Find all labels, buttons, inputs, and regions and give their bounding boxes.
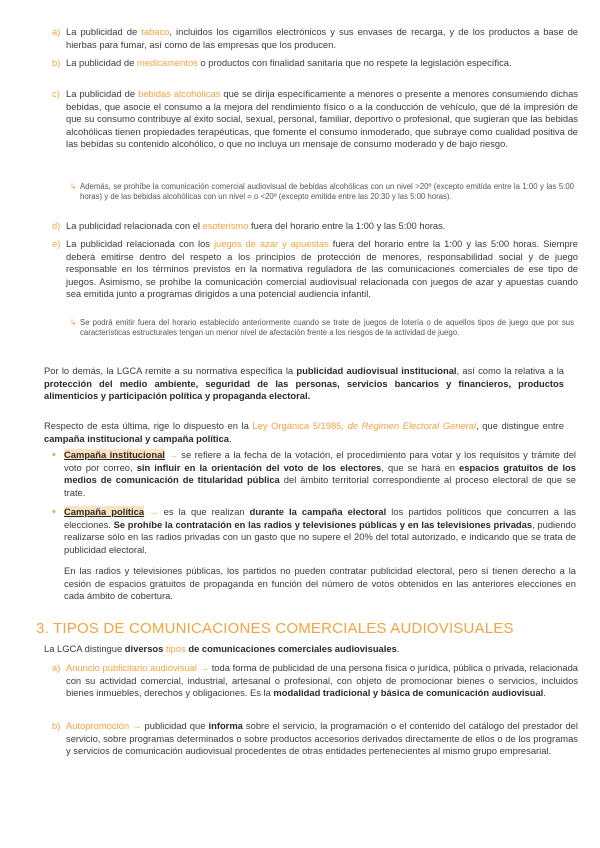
highlight-term: juegos de azar y apuestas <box>213 238 329 249</box>
type-title: Anuncio publicitario audiovisual <box>66 662 197 673</box>
section-heading: 3. TIPOS DE COMUNICACIONES COMERCIALES AUDIOVISUALES <box>36 620 514 637</box>
bullet-campana-institucional: • Campaña institucional → se refiere a la fecha de la votación, el procedimiento para votar y los requisitos y trámite del voto por correo, sin influir en la orientación del voto de los electores, que se hará en espacios gratuitos de los medios de comunicación de titularidad pública del ámbito territorial correspondiente al proceso electoral de que se trate. <box>52 449 576 498</box>
arrow-right-icon: → <box>196 662 212 673</box>
list-item-anuncio: a) Anuncio publicitario audiovisual → toda forma de publicidad de una persona física o jurídica, pública o privada, relacionada con su actividad comercial, industrial, artesanal o profesional, con objeto de promocionar bienes o servicios, incluidos bienes inmuebles, derechos y obligaciones. Es la modalidad tradicional y básica de comunicación audiovisual. <box>52 662 578 699</box>
law-reference: Ley Orgánica 5/1985 <box>252 420 342 431</box>
arrow-right-icon: → <box>144 506 164 517</box>
list-item-juegos: e) La publicidad relacionada con los juegos de azar y apuestas fuera del horario entre la 1:00 y las 5:00 horas. Siempre deberá emitirse dentro del respeto a los principios de protección de menores, responsabilidad social y de juego responsable en los términos previstos en la normativa reguladora de las comunicaciones comerciales de ese tipo de juegos. Asimismo, se prohíbe la comunicación comercial audiovisual relacionada con juegos de azar y apuestas cuando sea emitida junto a programas dirigidos a una potencial audiencia infantil. <box>52 238 579 300</box>
highlight-term: medicamentos <box>136 57 198 68</box>
highlight-term: bebidas alcohólicas <box>138 88 221 99</box>
list-item-bebidas: c) La publicidad de bebidas alcohólicas que se dirija específicamente a menores o presente a menores consumiendo dichas bebidas, que asocie el consumo a la mejora del rendimiento físico o a la conducción de vehículo, que dé la impresión de que su consumo contribuye al éxito social, sexual, personal, familiar, deportivo o profesional, que sugieran que las bebidas alcohólicas tienen propiedades terapéuticas, que fomente el consumo inmoderado, que subraye como cualidad positiva de las bebidas su contenido alcohólico, o que no incluya un mensaje de consumo moderado y de bajo riesgo. <box>52 88 578 150</box>
list-item-esoterismo: d) La publicidad relacionada con el esoterismo fuera del horario entre la 1:00 y las 5:00 horas. <box>52 220 446 231</box>
bullet-title: Campaña política <box>64 506 145 517</box>
paragraph-tipos: La LGCA distingue diversos tipos de comunicaciones comerciales audiovisuales. <box>44 643 400 654</box>
arrow-return-icon: ↳ <box>70 318 77 327</box>
arrow-right-icon: → <box>164 449 182 460</box>
list-marker: a) <box>52 26 61 37</box>
list-item-autopromocion: b) Autopromoción → publicidad que informa sobre el servicio, la programación o el contenido del catálogo del prestador del servicio, sobre programas determinados o sobre productos accesorios derivados directamente de ellos o de los programas y servicios de comunicación audiovisual procedentes de otras entidades pertenecientes al mismo grupo empresarial. <box>52 720 578 757</box>
bullet-icon: • <box>52 449 56 461</box>
list-marker: a) <box>52 662 61 673</box>
list-marker: e) <box>52 238 61 249</box>
bullet-campana-politica: • Campaña política → es la que realizan durante la campaña electoral los partidos políticos que concurren a las elecciones. Se prohíbe la contratación en las radios y televisiones públicas y en las televisiones privadas, pudiendo realizarse sólo en las radios privadas con un gasto que no supere el 20% del total autorizado, e indicando que se trata de publicidad electoral. <box>52 506 576 555</box>
note-juegos: ↳ Se podrá emitir fuera del horario establecido anteriormente cuando se trate de juegos de lotería o de aquellos tipos de juego que por sus características estructurales tengan un menor nivel de afectación frente a los riesgos de la actividad de juego. <box>70 318 574 338</box>
list-marker: b) <box>52 57 61 68</box>
paragraph-loreg: Respecto de esta última, rige lo dispuesto en la Ley Orgánica 5/1985, de Régimen Electoral General, que distingue entre campaña institucional y campaña política. <box>44 420 564 444</box>
highlight-term: tabaco <box>141 26 170 37</box>
arrow-return-icon: ↳ <box>70 182 77 191</box>
list-marker: d) <box>52 220 61 231</box>
list-marker: b) <box>52 720 61 731</box>
bullet-icon: • <box>52 506 56 518</box>
type-title: Autopromoción <box>66 720 130 731</box>
list-marker: c) <box>52 88 60 99</box>
list-item-tabaco: a) La publicidad de tabaco, incluidos los cigarrillos electrónicos y sus envases de recarga, y de los productos a base de hierbas para fumar, así como de las empresas que los producen. <box>52 26 579 50</box>
highlight-term: esoterismo <box>202 220 249 231</box>
bullet-title: Campaña institucional <box>64 449 165 460</box>
paragraph-radios-publicas: En las radios y televisiones públicas, los partidos no pueden contratar publicidad electoral, pero sí tienen derecho a la cesión de espacios gratuitos de propaganda en función del número de votos obtenidos en las anteriores elecciones en cada ámbito de cobertura. <box>64 565 576 602</box>
list-item-medicamentos: b) La publicidad de medicamentos o productos con finalidad sanitaria que no respete la legislación específica. <box>52 57 512 68</box>
note-bebidas: ↳ Además, se prohíbe la comunicación comercial audiovisual de bebidas alcohólicas con un nivel >20º (excepto emitida entre la 1:00 y las 5:00 horas) y de las bebidas alcohólicas con un nivel = o <20º (excepto emitida entre las 20:30 y las 5:00 horas). <box>70 182 574 202</box>
arrow-right-icon: → <box>129 720 145 731</box>
paragraph-normativa: Por lo demás, la LGCA remite a su normativa específica la publicidad audiovisual institucional, así como la relativa a la protección del medio ambiente, seguridad de las personas, servicios bancarios y financieros, productos alimenticios y participación política y propaganda electoral. <box>44 365 564 402</box>
